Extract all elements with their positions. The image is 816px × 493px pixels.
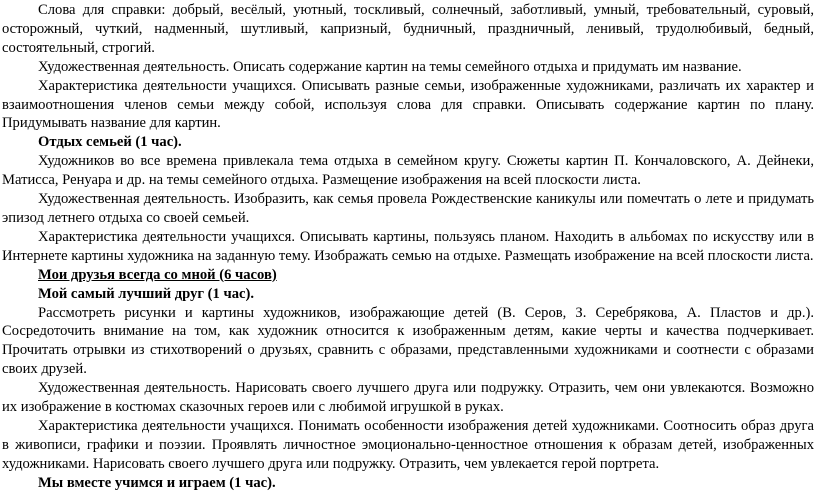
best-friend-art-activity-paragraph: Художественная деятельность. Нарисовать своего лучшего друга или подружку. Отразить, чем они увлекаются. Возможно их изображение в костюмах сказочных героев или с любимой игрушкой в руках. [2,380,814,416]
student-activity-paragraph: Характеристика деятельности учащихся. Описывать разные семьи, изображенные художниками, различать их характер и взаимоотношения членов семьи между собой, используя слова для справки. Описывать содержание картин по плану. Придумывать название для картин. [2,77,814,132]
section-heading-best-friend: Мой самый лучший друг (1 час). [38,285,254,302]
best-friend-description-paragraph: Рассмотреть рисунки и картины художников, изображающие детей (В. Серов, З. Серебрякова, А. Пластов и др.). Сосредоточить внимание на том, как художник относится к изображенным детям, какие черты и качества подчеркивает. Прочитать отрывки из стихотворений о друзьях, сравнить с образами, представленными художниками и соотнести с образами своих друзей. [2,304,814,378]
reference-words-paragraph: Слова для справки: добрый, весёлый, уютный, тоскливый, солнечный, заботливый, умный, требовательный, суровый, осторожный, чуткий, надменный, шутливый, капризный, будничный, праздничный, ленивый, трудолюбивый, бедный, состоятельный, строгий. [2,2,814,56]
best-friend-student-activity-paragraph: Характеристика деятельности учащихся. Понимать особенности изображения детей художниками. Соотносить образ друга в живописи, графики и поэзии. Проявлять личностное эмоционально-ценностное отношения к образам детей, изображенных художниками. Нарисовать своего лучшего друга или подружку. Отразить, чем увлекается герой портрета. [2,417,814,472]
unit-heading-friends: Мои друзья всегда со мной (6 часов) [38,266,277,283]
section-heading-family-rest: Отдых семьей (1 час). [38,134,182,151]
family-rest-student-activity-paragraph: Характеристика деятельности учащихся. Описывать картины, пользуясь планом. Находить в альбомах по искусству или в Интернете картины художника на заданную тему. Изображать семью на отдыхе. Размещать изображение на всей плоскости листа. [2,228,814,264]
family-rest-description-paragraph: Художников во все времена привлекала тема отдыха в семейном кругу. Сюжеты картин П. Кончаловского, А. Дейнеки, Матисса, Ренуара и др. на темы семейного отдыха. Размещение изображения на всей плоскости листа. [2,153,814,189]
art-activity-paragraph: Художественная деятельность. Описать содержание картин на темы семейного отдыха и придумать им название. [38,58,742,75]
section-heading-study-and-play: Мы вместе учимся и играем (1 час). [38,474,276,491]
family-rest-art-activity-paragraph: Художественная деятельность. Изобразить, как семья провела Рождественские каникулы или помечтать о лете и придумать эпизод летнего отдыха со своей семьей. [2,191,814,226]
